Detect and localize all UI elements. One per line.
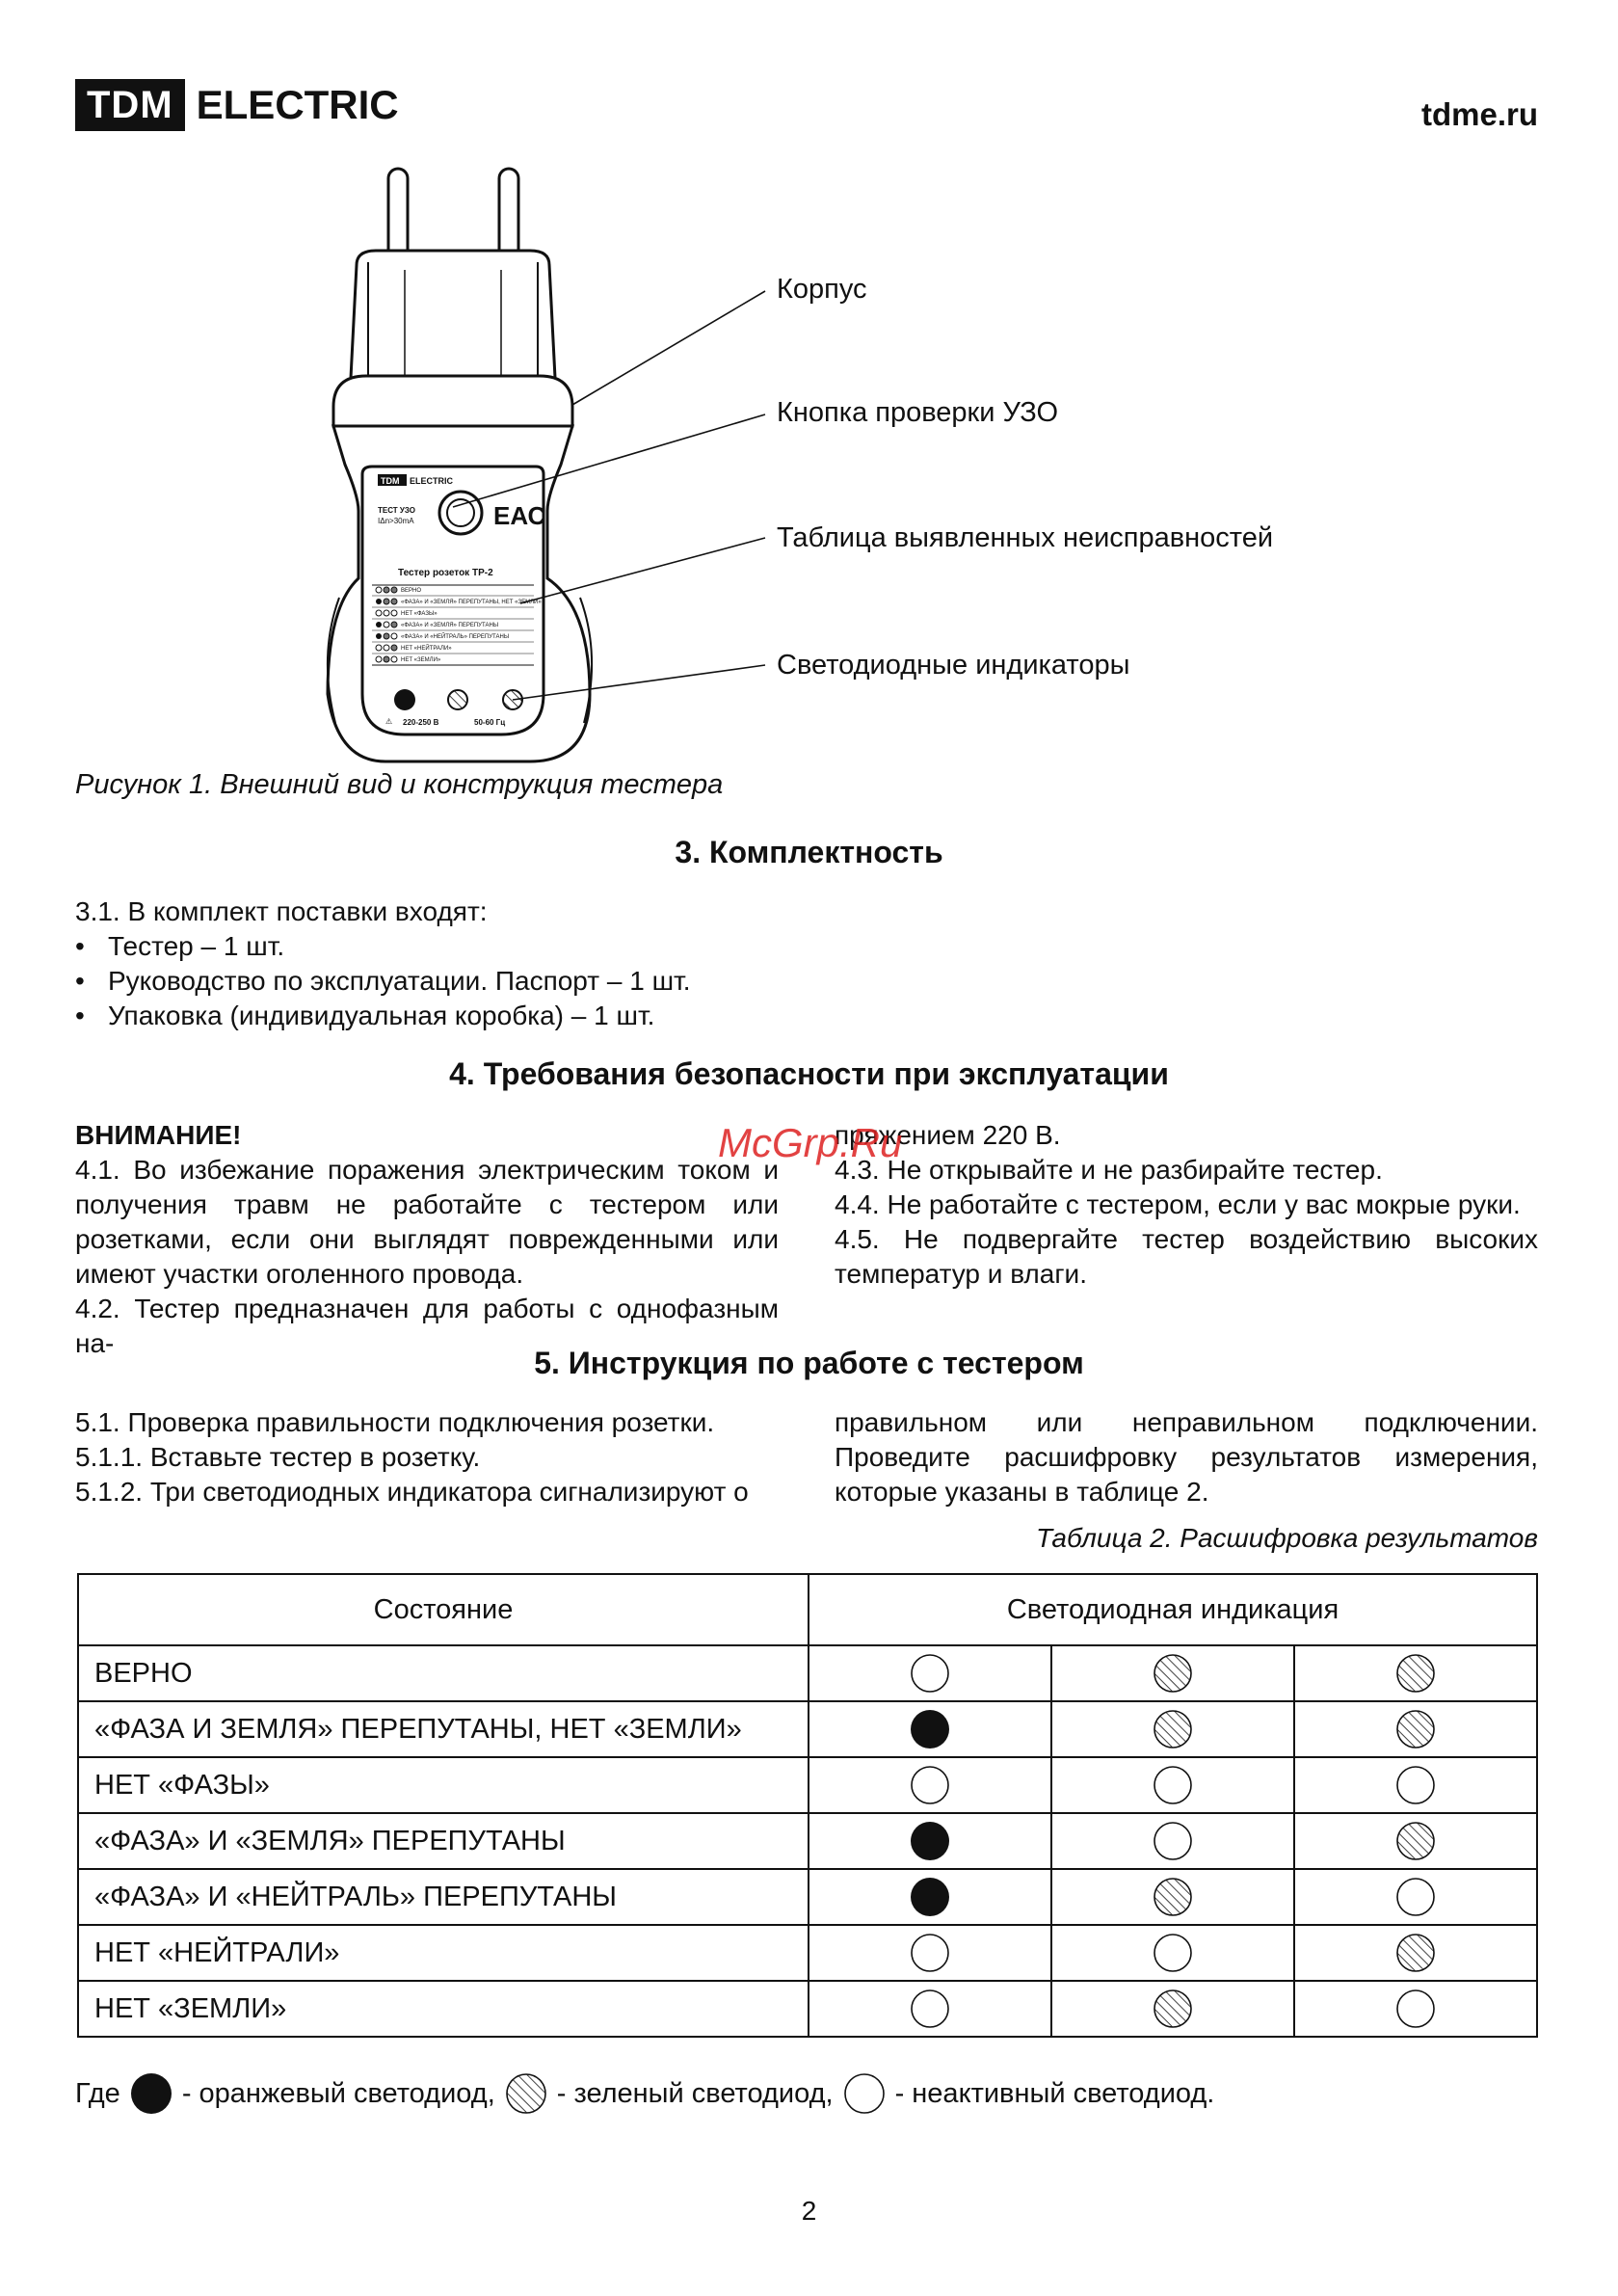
device-row-1: «ФАЗА» И «ЗЕМЛЯ» ПЕРЕПУТАНЫ, НЕТ «ЗЕМЛИ» [401,600,542,605]
paragraph-4-3: 4.3. Не открывайте и не разбирайте тестер. [835,1155,1383,1185]
led-off-icon [907,1650,953,1696]
led-green-icon [1150,1986,1196,2032]
device-frequency: 50-60 Гц [474,718,506,727]
paragraph-5-1-2: 5.1.2. Три светодиодных индикатора сигнализируют о [75,1477,749,1507]
list-item: • Тестер – 1 шт. [75,931,285,961]
section-5-left-column [75,1405,779,1509]
paragraph-4-5: 4.5. Не подвергайте тестер воздействию высоких температур и влаги. [835,1224,1538,1289]
led-off-icon [907,1986,953,2032]
logo-box: TDM [75,79,185,131]
led-off-icon [1393,1874,1439,1920]
led-cell [1051,1645,1294,1701]
state-cell: «ФАЗА» И «НЕЙТРАЛЬ» ПЕРЕПУТАНЫ [78,1869,809,1925]
eac-mark: ЕАС [493,501,546,530]
led-green-icon [1393,1818,1439,1864]
table-row [78,1645,1537,1701]
paragraph-4-4: 4.4. Не работайте с тестером, если у вас мокрые руки. [835,1189,1521,1219]
logo-word: ELECTRIC [196,82,399,127]
device-logo-word: ELECTRIC [410,476,453,486]
device-row-6: НЕТ «ЗЕМЛИ» [401,657,441,663]
section-5-title: 5. Инструкция по работе с тестером [534,1346,1084,1380]
legend-prefix: Где [75,2077,120,2109]
led-cell [1294,1981,1537,2037]
led-cell [809,1701,1051,1757]
led-cell [809,1925,1051,1981]
list-item: • Упаковка (индивидуальная коробка) – 1 шт. [75,1001,655,1030]
led-cell [1294,1701,1537,1757]
led-cell [1051,1813,1294,1869]
state-cell: «ФАЗА И ЗЕМЛЯ» ПЕРЕПУТАНЫ, НЕТ «ЗЕМЛИ» [78,1701,809,1757]
callout-rcd-button: Кнопка проверки УЗО [777,397,1059,428]
led-cell [1051,1757,1294,1813]
paragraph-4-1: 4.1. Во избежание поражения электрическим током и получения травм не работайте с тестером или розетками, если они выглядят поврежденными или имеют участки оголенного провода. [75,1155,779,1289]
device-row-4: «ФАЗА» И «НЕЙТРАЛЬ» ПЕРЕПУТАНЫ [401,634,510,640]
led-off-icon [1150,1818,1196,1864]
led-off-icon [1150,1762,1196,1808]
led-cell [1294,1645,1537,1701]
callout-housing: Корпус [777,274,867,305]
results-table [77,1573,1538,2038]
table-caption: Таблица 2. Расшифровка результатов [1035,1523,1538,1553]
callout-leds: Светодиодные индикаторы [777,650,1130,681]
device-row-0: ВЕРНО [401,588,422,594]
led-green-icon [1393,1706,1439,1752]
device-row-5: НЕТ «НЕЙТРАЛИ» [401,646,452,652]
warning-heading: ВНИМАНИЕ! [75,1120,242,1150]
section-4-left-column [75,1118,779,1361]
state-cell: «ФАЗА» И «ЗЕМЛЯ» ПЕРЕПУТАНЫ [78,1813,809,1869]
state-cell: ВЕРНО [78,1645,809,1701]
list-item: • Руководство по эксплуатации. Паспорт – 1 шт. [75,966,691,996]
led-cell [809,1757,1051,1813]
paragraph-4-2: 4.2. Тестер предназначен для работы с однофазным на- [75,1294,779,1358]
section-4-title: 4. Требования безопасности при эксплуатации [449,1056,1169,1091]
led-orange-icon [907,1706,953,1752]
inactive-led-icon [841,2070,888,2117]
led-orange-icon [907,1874,953,1920]
legend-green: - зеленый светодиод, [556,2077,834,2109]
table-row [78,1981,1537,2037]
led-orange-icon [907,1818,953,1864]
warning-icon: ⚠ [385,717,393,726]
led-off-icon [907,1762,953,1808]
section-5-right-column [835,1405,1538,1509]
device-logo-box: TDM [381,476,400,486]
state-cell: НЕТ «ФАЗЫ» [78,1757,809,1813]
device-voltage: 220-250 В [403,718,439,727]
header-state: Состояние [78,1574,809,1645]
legend-orange: - оранжевый светодиод, [181,2077,495,2109]
section-3-title: 3. Комплектность [675,835,943,869]
paragraph-5-1: 5.1. Проверка правильности подключения розетки. [75,1407,715,1437]
led-green-icon [1150,1706,1196,1752]
led-cell [809,1869,1051,1925]
site-url: tdme.ru [1420,96,1538,132]
led-cell [1294,1925,1537,1981]
led-cell [1294,1757,1537,1813]
header-leds: Светодиодная индикация [809,1574,1537,1645]
orange-led-icon [128,2070,174,2117]
device-row-2: НЕТ «ФАЗЫ» [401,611,438,617]
table-header-row [78,1574,1537,1645]
section-3-list [75,929,691,1033]
device-test-label: ТЕСТ УЗО [378,506,416,515]
table-row [78,1925,1537,1981]
led-cell [809,1813,1051,1869]
led-off-icon [1393,1762,1439,1808]
led-green-icon [1393,1930,1439,1976]
table-row [78,1869,1537,1925]
device-model: Тестер розеток ТР-2 [398,568,493,578]
led-cell [1294,1869,1537,1925]
green-led-icon [503,2070,549,2117]
device-row-3: «ФАЗА» И «ЗЕМЛЯ» ПЕРЕПУТАНЫ [401,623,499,628]
led-cell [809,1645,1051,1701]
led-cell [1294,1813,1537,1869]
paragraph-4-2-cont: пряжением 220 В. [835,1120,1061,1150]
led-cell [1051,1701,1294,1757]
led-green-icon [1393,1650,1439,1696]
section-3-intro: 3.1. В комплект поставки входят: [75,896,488,926]
paragraph-5-1-1: 5.1.1. Вставьте тестер в розетку. [75,1442,481,1472]
table-row [78,1813,1537,1869]
led-cell [1051,1869,1294,1925]
state-cell: НЕТ «ЗЕМЛИ» [78,1981,809,2037]
led-green-icon [1150,1874,1196,1920]
figure-caption: Рисунок 1. Внешний вид и конструкция тестера [75,769,724,800]
table-row [78,1701,1537,1757]
led-green-icon [1150,1650,1196,1696]
watermark: McGrp.Ru [718,1120,903,1165]
led-cell [809,1981,1051,2037]
led-off-icon [1393,1986,1439,2032]
table-row [78,1757,1537,1813]
state-cell: НЕТ «НЕЙТРАЛИ» [78,1925,809,1981]
device-test-current: IΔn>30mA [378,517,414,525]
page-number: 2 [801,2196,817,2226]
legend-off: - неактивный светодиод. [894,2077,1215,2109]
legend [75,2070,1214,2117]
led-cell [1051,1925,1294,1981]
callout-fault-table: Таблица выявленных неисправностей [777,522,1274,553]
led-off-icon [907,1930,953,1976]
section-4-right-column [835,1118,1538,1292]
led-off-icon [1150,1930,1196,1976]
led-cell [1051,1981,1294,2037]
paragraph-5-1-2-cont: правильном или неправильном подключении. Проведите расшифровку результатов измерения, которые указаны в таблице 2. [835,1407,1538,1507]
